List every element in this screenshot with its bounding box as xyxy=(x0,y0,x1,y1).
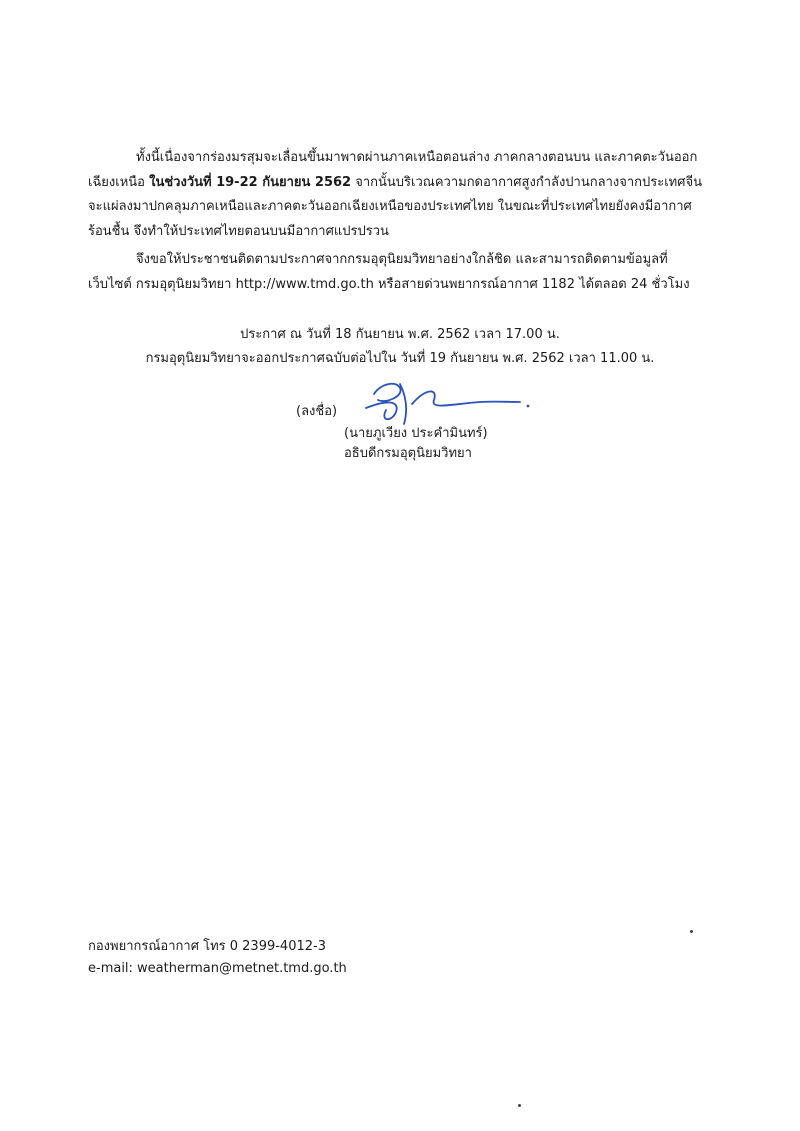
paragraph-forecast xyxy=(88,146,708,244)
paragraph-advisory: จึงขอให้ประชาชนติดตามประกาศจากกรมอุตุนิยมวิทยาอย่างใกล้ชิด และสามารถติดตามข้อมูลที่เว็บไซต์ กรมอุตุนิยมวิทยา http://www.tmd.go.th หรือสายด่วนพยากรณ์อากาศ 1182 ได้ตลอด 24 ชั่วโมง xyxy=(88,252,690,292)
paragraph-forecast-date-range: ในช่วงวันที่ 19-22 กันยายน 2562 xyxy=(149,174,352,190)
paragraph-forecast-text-1: ทั้งนี้เนื่องจากร่องมรสุมจะเลื่อนขึ้นมาพาดผ่านภาคเหนือตอนล่าง ภาคกลางตอนบน และภาคตะวันออกเฉียงเหนือ xyxy=(88,150,698,190)
signature-name: (นายภูเวียง ประคำมินทร์) xyxy=(344,426,488,441)
footer-email: e-mail: weatherman@metnet.tmd.go.th xyxy=(88,961,347,976)
signature-prefix: (ลงชื่อ) xyxy=(296,404,338,419)
paragraph-forecast-text-2: จากนั้นบริเวณความกดอากาศสูงกำลังปานกลางจากประเทศจีนจะแผ่ลงมาปกคลุมภาคเหนือและภาคตะวันออกเฉียงเหนือของประเทศไทย ในขณะที่ประเทศไทยยังคงมีอากาศร้อนชื้น จึงทำให้ประเทศไทยตอนบนมีอากาศแปรปรวน xyxy=(88,174,702,239)
scan-speck xyxy=(690,930,693,933)
signature-title: อธิบดีกรมอุตุนิยมวิทยา xyxy=(344,446,472,461)
scan-speck xyxy=(518,1104,521,1107)
announcement-issued: ประกาศ ณ วันที่ 18 กันยายน พ.ศ. 2562 เวลา 17.00 น. xyxy=(240,327,560,342)
footer-department: กองพยากรณ์อากาศ โทร 0 2399-4012-3 xyxy=(88,939,326,954)
announcement-next: กรมอุตุนิยมวิทยาจะออกประกาศฉบับต่อไปใน วันที่ 19 กันยายน พ.ศ. 2562 เวลา 11.00 น. xyxy=(145,351,655,366)
handwritten-signature xyxy=(356,370,536,430)
